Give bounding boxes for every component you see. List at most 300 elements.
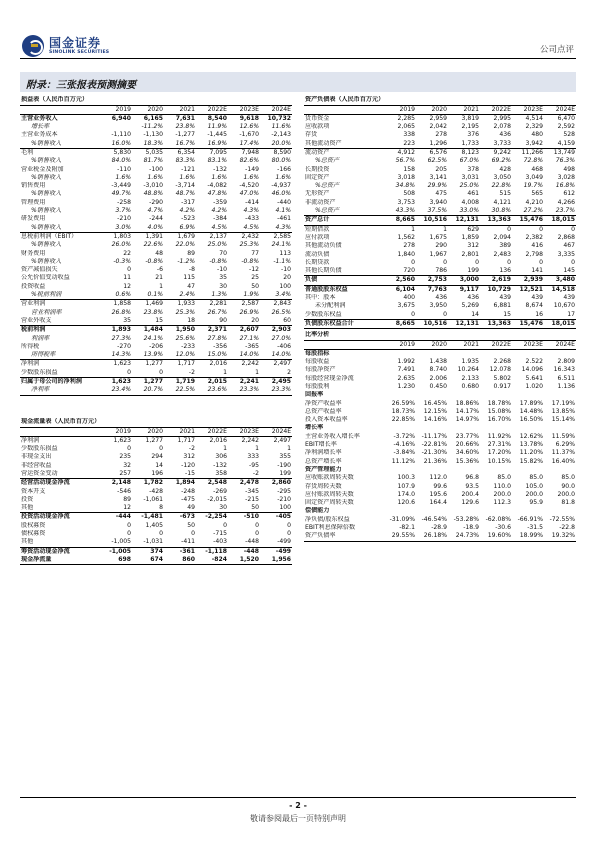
row-label: 净负债/股东权益: [305, 515, 350, 523]
cell-value: 5,035: [145, 148, 163, 156]
cell-value: 439: [531, 294, 543, 302]
cell-value: 16.40%: [551, 457, 575, 465]
table-row: [304, 302, 576, 310]
table-row: [20, 232, 292, 241]
cell-value: -6: [156, 266, 163, 274]
cell-value: 14.97%: [455, 416, 479, 424]
cell-value: 26.8%: [111, 308, 131, 316]
cell-value: -4,520: [239, 182, 259, 190]
cell-value: 3,940: [429, 198, 447, 206]
cell-value: -121: [181, 165, 195, 173]
table-row: [20, 530, 292, 538]
table-row: [304, 311, 576, 320]
table-row: [304, 199, 576, 207]
cell-value: 20: [283, 274, 291, 282]
row-label: 非流动资产: [305, 198, 336, 206]
cell-value: 30: [219, 282, 227, 290]
cell-value: 0: [287, 530, 292, 538]
cell-value: [416, 424, 448, 432]
footer-disclaimer: 敬请参阅最后一页特别声明: [250, 814, 346, 823]
row-label: 财务费用: [21, 249, 46, 257]
cell-value: 16.50%: [519, 416, 543, 424]
cell-value: 2,619: [480, 276, 512, 285]
table-row: [20, 241, 292, 249]
row-label: 主营业务收入增长率: [305, 432, 360, 440]
table-row: [304, 408, 576, 416]
cell-value: 89: [123, 495, 131, 503]
cell-value: [448, 424, 480, 432]
cell-value: -428: [149, 487, 163, 495]
cell-value: 278: [403, 242, 415, 250]
cell-value: 26.0%: [111, 241, 131, 249]
cell-value: 22.6%: [143, 241, 163, 249]
cell-value: 18.3%: [132, 140, 164, 149]
cell-value: 786: [416, 267, 448, 276]
cell-value: 1.438: [429, 358, 447, 366]
cell-value: 8,590: [273, 148, 291, 156]
cell-value: 112.3: [493, 499, 511, 507]
cell-value: 2,585: [273, 232, 291, 240]
table-row: [20, 386, 292, 395]
cell-value: 9,242: [493, 148, 511, 156]
cell-value: 23.3%: [228, 386, 260, 395]
cell-value: 46.0%: [271, 190, 291, 198]
row-label: 资本开支: [21, 487, 46, 495]
cell-value: 378: [467, 165, 479, 173]
cell-value: 2,137: [209, 232, 227, 240]
cell-value: 4.5%: [228, 224, 260, 233]
cell-value: 0: [127, 521, 131, 529]
cell-value: -1,130: [143, 131, 163, 139]
table-row: [304, 458, 576, 466]
cell-value: 23.8%: [175, 123, 195, 131]
cell-value: 4,912: [397, 148, 415, 156]
table-row: [20, 343, 292, 351]
cell-value: -10: [281, 266, 291, 274]
appendix-banner: 附录：三张报表预测摘要: [20, 72, 576, 92]
cell-value: 0: [127, 445, 131, 453]
cell-value: 223: [384, 140, 416, 149]
table-row: [304, 267, 576, 276]
cell-value: 12: [100, 504, 132, 513]
cell-value: 4.1%: [275, 207, 291, 215]
row-label: 营业利润: [21, 300, 46, 308]
cell-value: 15.36%: [455, 457, 479, 465]
cell-value: 1: [255, 445, 259, 453]
cell-value: 205: [435, 165, 447, 173]
cell-value: -0.8%: [241, 257, 259, 265]
cell-value: 1.6%: [243, 173, 259, 181]
cell-value: 3.0%: [100, 224, 132, 233]
cell-value: 3,733: [480, 140, 512, 149]
cell-value: -149: [245, 165, 259, 173]
row-label: 总资产增长率: [305, 457, 342, 465]
cell-value: 2,329: [525, 123, 543, 131]
year-header: 2023E: [228, 427, 260, 436]
cell-value: [544, 424, 576, 432]
cell-value: 1,717: [177, 360, 195, 368]
cell-value: 498: [563, 165, 576, 173]
table-row: [20, 369, 292, 378]
cell-value: 15: [132, 317, 164, 326]
table-row: [304, 391, 576, 399]
table-row: [304, 433, 576, 441]
cell-value: 3,028: [557, 173, 576, 181]
cell-value: 312: [183, 453, 195, 461]
cell-value: -4.16%: [393, 441, 415, 449]
table-row: [20, 378, 292, 387]
cell-value: 22: [123, 249, 131, 257]
cell-value: 120.6: [397, 499, 415, 507]
cell-value: 23.7%: [544, 207, 576, 216]
cell-value: 18,015: [544, 216, 576, 225]
cell-value: 515: [499, 190, 511, 198]
cell-value: 1.992: [397, 358, 415, 366]
cell-value: 15,476: [512, 319, 544, 328]
row-label: 每股股利: [305, 382, 330, 390]
cell-value: 2.268: [493, 358, 511, 366]
year-header: 2019: [384, 340, 416, 349]
cell-value: 439: [499, 294, 511, 302]
cell-value: 20.7%: [132, 386, 164, 395]
cell-value: 0: [132, 369, 164, 378]
cell-value: 17.4%: [228, 140, 260, 149]
cell-value: 85.0: [497, 474, 511, 482]
cell-value: 4.5%: [196, 224, 228, 233]
cell-value: 2,843: [273, 300, 291, 308]
cell-value: 18.99%: [512, 532, 544, 541]
row-label: 利润率: [31, 334, 50, 342]
cell-value: 0: [159, 445, 163, 453]
cell-value: -28.9: [431, 524, 447, 532]
cell-value: [384, 466, 416, 474]
row-label: %销售收入: [20, 224, 100, 233]
cell-value: 113: [279, 249, 291, 257]
cell-value: 10.264: [457, 366, 479, 374]
row-label: 净利率: [20, 386, 100, 395]
cell-value: -523: [181, 215, 195, 223]
cell-value: 278: [435, 131, 447, 139]
cell-value: 3,675: [397, 302, 415, 310]
row-label: 归属于母公司的净利润: [21, 378, 82, 385]
cell-value: 1,623: [111, 378, 131, 385]
row-label: 偿债能力: [305, 507, 330, 515]
cell-value: 1,717: [177, 436, 195, 444]
cell-value: 2.4%: [164, 291, 196, 300]
cell-value: 257: [100, 470, 132, 479]
cell-value: 1,893: [111, 326, 131, 334]
row-label: 投资: [21, 495, 34, 503]
cell-value: [448, 507, 480, 515]
cell-value: 90: [196, 317, 228, 326]
cell-value: 196: [132, 470, 164, 479]
cell-value: -475: [181, 495, 195, 503]
cell-value: 290: [435, 242, 447, 250]
cell-value: 0.680: [461, 382, 479, 390]
cell-value: 565: [531, 190, 543, 198]
cell-value: 11.92%: [487, 432, 511, 440]
logo-mark-icon: [22, 35, 44, 57]
table-row: [304, 166, 576, 174]
cell-value: 93.5: [465, 482, 479, 490]
table-row: [20, 283, 292, 291]
cell-value: 1.020: [525, 382, 543, 390]
table-row: [20, 504, 292, 513]
cell-value: 0: [539, 258, 543, 266]
cell-value: -21.30%: [421, 449, 447, 457]
year-header: 2020: [132, 105, 164, 114]
cell-value: [512, 507, 544, 515]
cell-value: 3,950: [429, 302, 447, 310]
cell-value: 416: [531, 242, 543, 250]
cell-value: -31.09%: [389, 515, 415, 523]
row-label: EBIT利息保障倍数: [305, 524, 356, 532]
cell-value: 27.2%: [512, 207, 544, 216]
cell-value: -3.84%: [393, 449, 415, 457]
cell-value: -1,005: [100, 538, 132, 547]
cell-value: 1: [287, 445, 292, 453]
cell-value: 0: [416, 311, 448, 320]
table-row: [304, 114, 576, 123]
cell-value: 83.3%: [175, 157, 195, 165]
balance-sheet-table: [304, 96, 576, 329]
cell-value: 34.8%: [395, 182, 415, 190]
cell-value: 10,670: [553, 302, 576, 310]
cell-value: 200.0: [557, 490, 575, 498]
cell-value: 200.0: [493, 490, 511, 498]
cell-value: 8,665: [384, 319, 416, 328]
cell-value: 25.3%: [239, 241, 259, 249]
row-label: %销售收入: [20, 140, 100, 149]
cell-value: -244: [149, 215, 163, 223]
cell-value: 1.136: [557, 382, 575, 390]
cell-value: -2,015: [207, 495, 227, 503]
cell-value: 85.0: [561, 474, 575, 482]
cell-value: 1,391: [145, 232, 163, 240]
cell-value: 11.20%: [519, 449, 543, 457]
table-row: [304, 483, 576, 491]
table-row: [304, 234, 576, 242]
cell-value: 77: [251, 249, 259, 257]
cell-value: 1,679: [177, 232, 195, 240]
cell-value: 6,104: [395, 285, 415, 293]
cell-value: [480, 507, 512, 515]
cell-value: 145: [544, 267, 576, 276]
cell-value: 1,859: [461, 233, 479, 241]
row-label: 负债股东权益合计: [304, 319, 384, 328]
row-label: %销售收入: [31, 157, 62, 165]
cell-value: -206: [149, 342, 163, 350]
year-header: 2022E: [196, 105, 228, 114]
row-label: 存货周转天数: [305, 482, 342, 490]
cell-value: -356: [213, 342, 227, 350]
cell-value: [544, 507, 576, 515]
cell-value: -166: [277, 165, 291, 173]
cell-value: 2,281: [209, 300, 227, 308]
cell-value: 2,195: [461, 123, 479, 131]
table-row: [304, 466, 576, 474]
table-row: [20, 199, 292, 207]
cell-value: 16.343: [553, 366, 575, 374]
table-row: [304, 182, 576, 190]
cell-value: 480: [531, 131, 543, 139]
cell-value: 1,782: [143, 479, 163, 487]
cell-value: -2: [188, 445, 195, 453]
cell-value: 860: [164, 556, 196, 565]
cell-value: 16.0%: [100, 140, 132, 149]
cell-value: -444: [115, 513, 131, 521]
cell-value: 32: [123, 461, 131, 469]
cell-value: 12,521: [519, 285, 543, 293]
cell-value: -0.8%: [145, 257, 163, 265]
cell-value: 8,665: [384, 216, 416, 225]
cell-value: [448, 466, 480, 474]
table-row: [20, 258, 292, 266]
cell-value: 6,354: [177, 148, 195, 156]
cell-value: -406: [277, 342, 291, 350]
cell-value: 24.1%: [143, 334, 163, 342]
cell-value: 6.511: [557, 374, 575, 382]
row-label: 净利润: [21, 360, 40, 368]
cell-value: [512, 424, 544, 432]
table-row: [304, 491, 576, 499]
row-label: %销售收入: [31, 190, 62, 198]
cell-value: [512, 466, 544, 474]
cell-value: 27.3%: [111, 334, 131, 342]
cell-value: -0.3%: [113, 257, 131, 265]
cell-value: 374: [150, 547, 163, 555]
cell-value: 14.0%: [228, 351, 260, 360]
cell-value: 1,933: [177, 300, 195, 308]
cell-value: 33.0%: [448, 207, 480, 216]
cell-value: 1: [159, 282, 163, 290]
cell-value: 2,548: [207, 479, 227, 487]
cell-value: [512, 391, 544, 399]
cell-value: 96.8: [465, 474, 479, 482]
cell-value: 2,497: [273, 360, 291, 368]
cell-value: [416, 466, 448, 474]
logo-en-text: SINOLINK SECURITIES: [49, 49, 110, 55]
cell-value: -132: [213, 165, 227, 173]
table-row: [304, 358, 576, 366]
cell-value: 50: [228, 504, 260, 513]
cell-value: 468: [531, 165, 543, 173]
cell-value: 0: [539, 225, 543, 233]
cell-value: 15.08%: [487, 407, 511, 415]
row-label: 少数股东损益: [21, 445, 58, 453]
ratio-analysis-table: [304, 331, 576, 542]
cell-value: 1,562: [397, 233, 415, 241]
cell-value: 24.1%: [271, 241, 291, 249]
cell-value: -440: [277, 198, 291, 206]
cell-value: 0: [159, 530, 163, 538]
table-title: 现金流量表（人民币百万元）: [20, 418, 292, 427]
cell-value: 11.12%: [391, 457, 415, 465]
table-row: [20, 157, 292, 165]
cell-value: [544, 349, 576, 358]
cell-value: 49.7%: [111, 190, 131, 198]
table-row: [304, 157, 576, 165]
table-row: [304, 375, 576, 383]
cell-value: 461: [467, 190, 479, 198]
cell-value: 26.9%: [239, 308, 259, 316]
cell-value: -433: [245, 215, 259, 223]
cell-value: 12.62%: [519, 432, 543, 440]
cell-value: 7.491: [397, 366, 415, 374]
year-header: 2020: [416, 105, 448, 114]
cell-value: [416, 349, 448, 358]
table-row: [20, 488, 292, 496]
cell-value: 1.9%: [228, 291, 260, 300]
cell-value: 2,607: [239, 326, 259, 334]
cell-value: 355: [279, 453, 292, 461]
cell-value: 200.4: [461, 490, 479, 498]
table-row: [304, 516, 576, 524]
cell-value: 112.0: [429, 474, 447, 482]
cell-value: 0: [287, 521, 292, 529]
row-label: 少数股东损益: [20, 369, 100, 378]
cell-value: -2,254: [205, 513, 227, 521]
year-header: 2024E: [544, 105, 576, 114]
cell-value: 200.0: [525, 490, 543, 498]
cell-value: 27.1%: [239, 334, 259, 342]
table-row: [20, 445, 292, 453]
cell-value: 4,514: [525, 114, 543, 122]
cell-value: 99.6: [433, 482, 447, 490]
cell-value: 6,940: [111, 114, 131, 122]
cell-value: 0: [127, 266, 131, 274]
cell-value: -461: [277, 215, 291, 223]
cell-value: -3,010: [143, 182, 163, 190]
cell-value: 19.7%: [523, 182, 543, 190]
cell-value: 49: [164, 504, 196, 513]
cell-value: -53.28%: [453, 515, 479, 523]
cell-value: -3,449: [111, 182, 131, 190]
row-label: 未分配利润: [315, 302, 346, 310]
table-row: [20, 436, 292, 445]
cell-value: 30.8%: [480, 207, 512, 216]
row-label: 毛利: [21, 148, 34, 156]
cell-value: 4.3%: [260, 224, 292, 233]
cell-value: 3,942: [512, 140, 544, 149]
cell-value: [416, 391, 448, 399]
cell-value: 0: [507, 258, 511, 266]
cell-value: 14: [155, 461, 163, 469]
cell-value: 674: [132, 556, 164, 565]
cell-value: 1.6%: [147, 173, 163, 181]
year-header: 2019: [384, 105, 416, 114]
table-row: [20, 556, 292, 565]
cell-value: 0: [411, 258, 415, 266]
cell-value: 23.77%: [455, 432, 479, 440]
cell-value: 0: [127, 530, 131, 538]
cell-value: 81.8: [561, 499, 575, 507]
cell-value: 1,803: [113, 232, 131, 240]
row-label: 净资产收益率: [305, 399, 342, 407]
cell-value: 22.85%: [391, 416, 415, 424]
cell-value: 4,008: [461, 198, 479, 206]
cell-value: 100.3: [397, 474, 415, 482]
row-label: 销售费用: [21, 182, 46, 190]
cell-value: 25.0%: [459, 182, 479, 190]
cell-value: -31.5: [527, 524, 543, 532]
cell-value: -95: [249, 461, 259, 469]
row-label: 公允价值变动收益: [21, 274, 70, 282]
cell-value: 199: [260, 470, 292, 479]
year-header: 2022E: [480, 105, 512, 114]
cell-value: -345: [245, 487, 259, 495]
cell-value: -190: [277, 461, 292, 469]
